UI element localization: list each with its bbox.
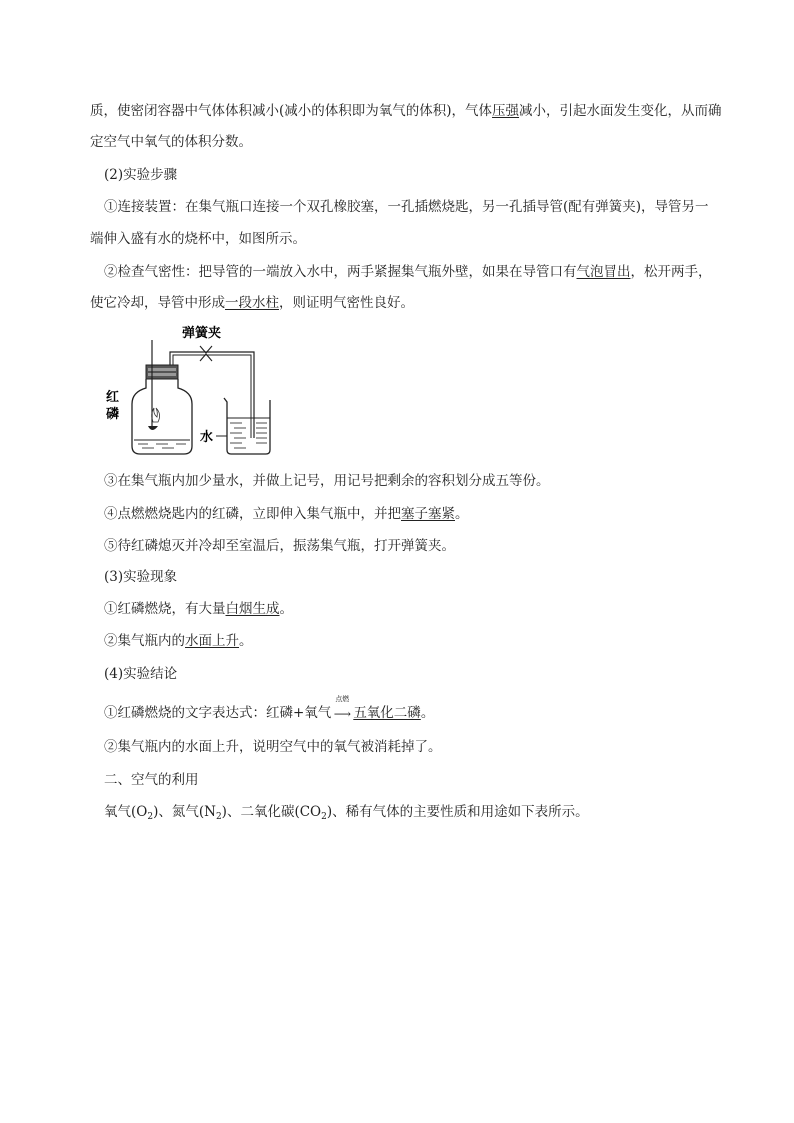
text: ①红磷燃烧，有大量: [104, 601, 226, 617]
flame: [152, 408, 160, 422]
text: 使它冷却，导管中形成: [90, 295, 225, 311]
combustion-spoon: [148, 426, 158, 430]
step-4: [104, 504, 734, 524]
step-1: ①连接装置：在集气瓶口连接一个双孔橡胶塞，一孔插燃烧匙，另一孔插导管(配有弹簧夹)，导管另一: [104, 199, 709, 215]
underlined-answer: 白烟生成: [225, 601, 280, 617]
step-5: ⑤待红磷熄灭并冷却至室温后，振荡集气瓶，打开弹簧夹。: [104, 538, 455, 554]
step-1-cont: 端伸入盛有水的烧杯中，如图所示。: [90, 231, 306, 247]
water-label: 水: [200, 430, 214, 445]
text: ④点燃燃烧匙内的红磷，立即伸入集气瓶中，并把: [104, 506, 401, 522]
spring-clip: [200, 346, 212, 361]
conclusion-1: [104, 694, 734, 724]
red-phosphorus-label-1: 红: [106, 390, 120, 405]
text: 减小，引起水面发生变化，从而确: [519, 103, 722, 119]
text: ，松开两手，: [630, 264, 712, 280]
text: 。: [279, 601, 293, 617]
underlined-answer: 水面上升: [185, 633, 239, 649]
red-phosphorus-label-2: 磷: [106, 407, 120, 422]
step-2-cont: [90, 293, 734, 313]
text: )、氮气(N: [153, 804, 216, 820]
text: 。: [420, 705, 435, 721]
glass-tube: [170, 352, 254, 438]
reaction-arrow: [331, 694, 353, 724]
subscript: 2: [215, 812, 222, 822]
underlined-answer: 塞子塞紧: [401, 506, 455, 522]
step-3: ③在集气瓶内加少量水，并做上记号，用记号把剩余的容积划分成五等份。: [104, 473, 550, 489]
paragraph-principle: [90, 101, 734, 121]
heading-steps: (2)实验步骤: [104, 167, 178, 183]
step-2: [104, 262, 734, 282]
phenomenon-2: [104, 631, 734, 651]
paragraph-principle-cont: 定空气中氧气的体积分数。: [90, 134, 252, 150]
underlined-answer: 五氧化二磷: [353, 705, 421, 721]
paragraph-gases: [104, 802, 734, 827]
underlined-answer: 一段水柱: [225, 295, 279, 311]
heading-phenomena: (3)实验现象: [104, 569, 178, 585]
underlined-answer: 压强: [492, 103, 520, 119]
text: 。: [239, 633, 253, 649]
text: 。: [455, 506, 469, 522]
text: )、稀有气体的主要性质和用途如下表所示。: [326, 804, 589, 820]
text: 氧气(O: [104, 804, 148, 820]
beaker: [224, 398, 270, 454]
phenomenon-1: [104, 599, 734, 619]
heading-conclusion: (4)实验结论: [104, 666, 178, 682]
reaction-condition: 点燃: [335, 694, 350, 703]
text: ②检查气密性：把导管的一端放入水中，两手紧握集气瓶外壁，如果在导管口有: [104, 264, 577, 280]
text: ①红磷燃烧的文字表达式：红磷+氧气: [104, 705, 332, 721]
text: ，则证明气密性良好。: [279, 295, 414, 311]
gas-bottle: [132, 379, 192, 454]
underlined-answer: 气泡冒出: [576, 264, 631, 280]
rubber-stopper: [146, 365, 178, 379]
conclusion-2: ②集气瓶内的水面上升，说明空气中的氧气被消耗掉了。: [104, 739, 442, 755]
text: ②集气瓶内的: [104, 633, 185, 649]
text: )、二氧化碳(CO: [221, 804, 322, 820]
subscript: 2: [321, 812, 327, 822]
apparatus-figure: [96, 322, 276, 464]
spring-clip-label: 弹簧夹: [182, 326, 222, 341]
arrow-icon: ⟶: [333, 706, 351, 721]
text: 质，使密闭容器中气体体积减小(减小的体积即为氧气的体积)，气体: [90, 103, 493, 119]
subscript: 2: [147, 812, 154, 822]
section-heading-uses: 二、空气的利用: [104, 772, 199, 788]
